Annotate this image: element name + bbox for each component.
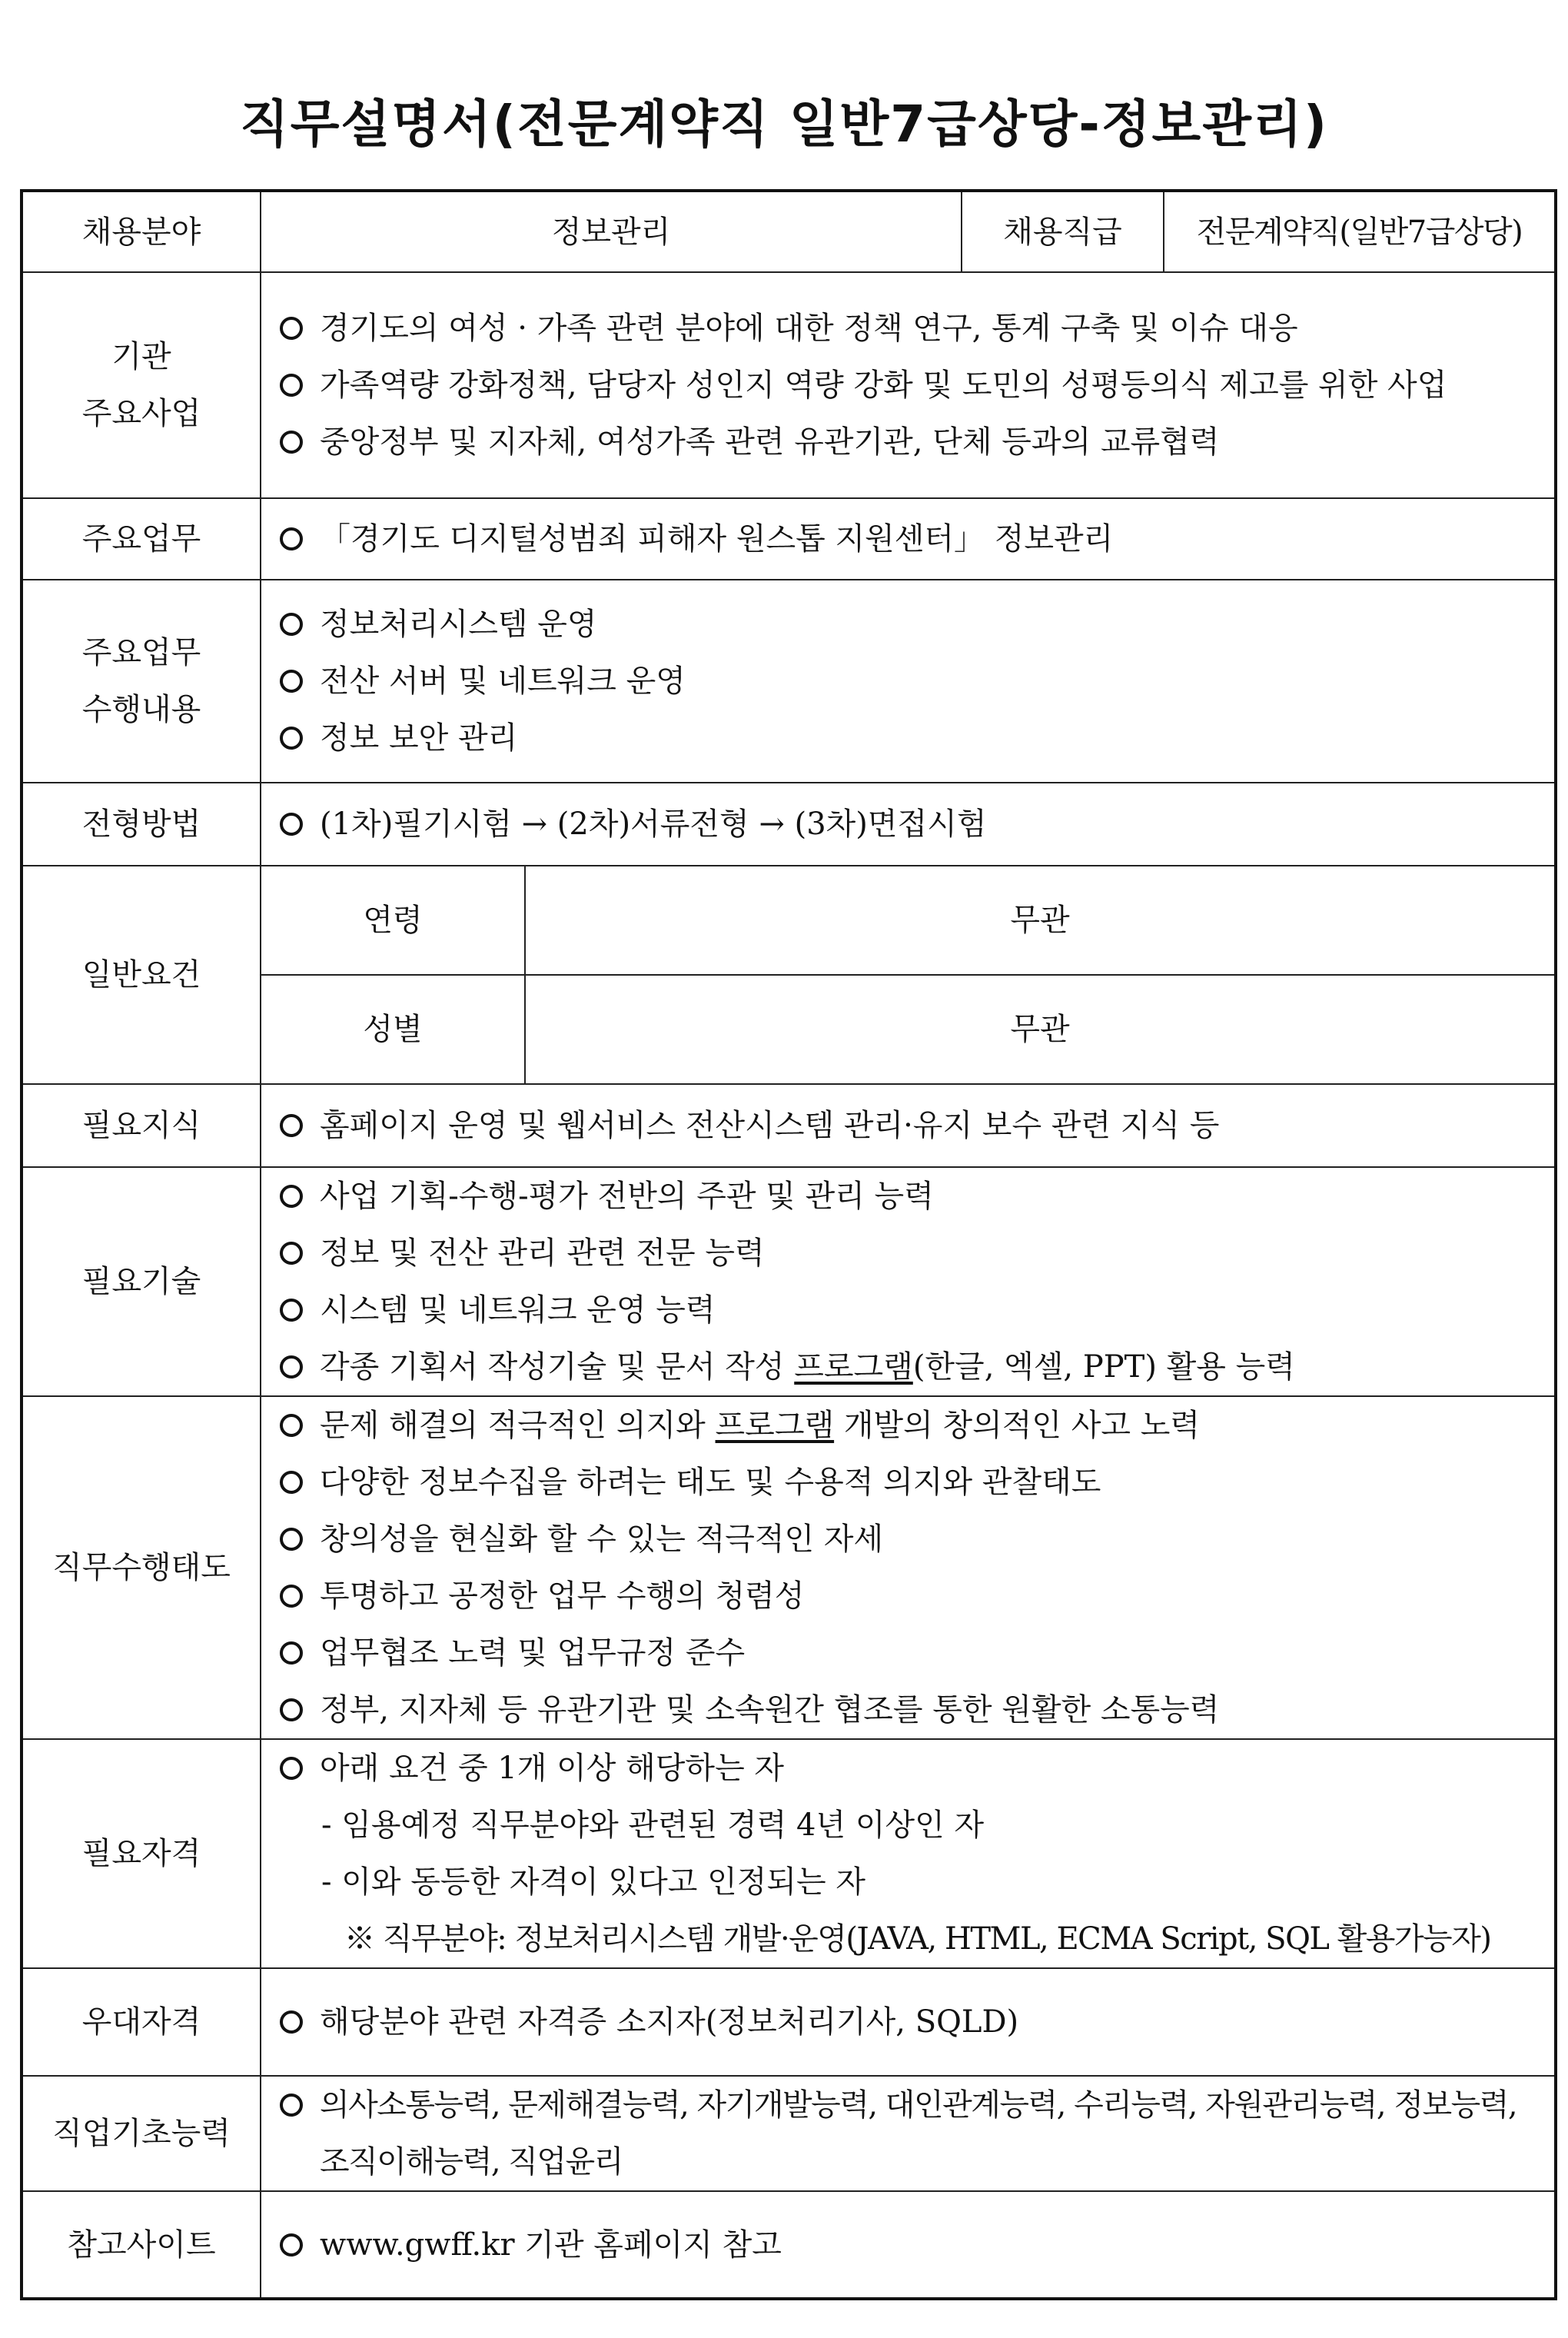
row-preferred (22, 1968, 1556, 2076)
list-item: 전산 서버 및 네트워크 운영 (277, 653, 1548, 710)
list-item: 다양한 정보수집을 하려는 태도 및 수용적 의지와 관찰태도 (277, 1454, 1548, 1511)
list-item: 정부, 지자체 등 유관기관 및 소속원간 협조를 통한 원활한 소통능력 (277, 1681, 1548, 1738)
label-basic-ability: 직업기초능력 (22, 2076, 261, 2191)
row-selection (22, 783, 1556, 866)
label-qualification: 필요자격 (22, 1739, 261, 1968)
label-main-duty: 주요업무 (22, 498, 261, 580)
list-item: 중앙정부 및 지자체, 여성가족 관련 유관기관, 단체 등과의 교류협력 (277, 414, 1548, 471)
value-gender: 무관 (525, 975, 1556, 1084)
row-recruitment (22, 191, 1556, 272)
content-main-duty (261, 498, 1556, 580)
label-gender: 성별 (261, 975, 525, 1084)
attitude-item1-prefix: 문제 해결의 적극적인 의지와 (320, 1408, 716, 1443)
list-item: 사업 기획-수행-평가 전반의 주관 및 관리 능력 (277, 1168, 1548, 1225)
label-duty-details (22, 580, 261, 783)
job-description-table (20, 189, 1557, 2300)
row-duty-details (22, 580, 1556, 783)
content-selection (261, 783, 1556, 866)
label-knowledge: 필요지식 (22, 1084, 261, 1167)
list-item: 정보처리시스템 운영 (277, 596, 1548, 653)
list-item: 투명하고 공정한 업무 수행의 청렴성 (277, 1568, 1548, 1625)
list-item (277, 1339, 1548, 1395)
content-qualification (261, 1739, 1556, 1968)
content-basic-ability (261, 2076, 1556, 2191)
list-item: 해당분야 관련 자격증 소지자(정보처리기사, SQLD) (277, 1994, 1548, 2050)
list-item: 아래 요건 중 1개 이상 해당하는 자 (277, 1740, 1548, 1797)
label-skills: 필요기술 (22, 1167, 261, 1396)
skills-item4-underlined: 프로그램 (794, 1349, 913, 1385)
attitude-item1-suffix: 개발의 창의적인 사고 노력 (834, 1408, 1201, 1443)
attitude-item1-underlined: 프로그램 (715, 1408, 835, 1443)
list-item: 업무협조 노력 및 업무규정 준수 (277, 1625, 1548, 1681)
content-knowledge (261, 1084, 1556, 1167)
row-basic-ability (22, 2076, 1556, 2191)
value-grade: 전문계약직(일반7급상당) (1164, 191, 1556, 272)
list-item: 정보 보안 관리 (277, 710, 1548, 767)
list-item: 의사소통능력, 문제해결능력, 자기개발능력, 대인관계능력, 수리능력, 자원관리능력, 정보능력, 조직이해능력, 직업윤리 (277, 2077, 1548, 2190)
label-age: 연령 (261, 866, 525, 975)
content-preferred (261, 1968, 1556, 2076)
content-skills (261, 1167, 1556, 1396)
label-attitude: 직무수행태도 (22, 1396, 261, 1739)
row-qualification (22, 1739, 1556, 1968)
list-sub-item: - 임용예정 직무분야와 관련된 경력 4년 이상인 자 (321, 1808, 985, 1843)
list-item: 창의성을 현실화 할 수 있는 적극적인 자세 (277, 1511, 1548, 1568)
label-main-business (22, 272, 261, 498)
list-item: 홈페이지 운영 및 웹서비스 전산시스템 관리·유지 보수 관련 지식 등 (277, 1097, 1548, 1154)
list-item: 시스템 및 네트워크 운영 능력 (277, 1282, 1548, 1339)
content-main-business (261, 272, 1556, 498)
row-reference (22, 2191, 1556, 2299)
value-field: 정보관리 (261, 191, 962, 272)
content-reference (261, 2191, 1556, 2299)
list-item: www.gwff.kr 기관 홈페이지 참고 (277, 2217, 1548, 2273)
label-preferred: 우대자격 (22, 1968, 261, 2076)
row-general-age (22, 866, 1556, 975)
label-main-business-line1: 기관 (111, 339, 171, 374)
skills-item4-suffix: (한글, 엑셀, PPT) 활용 능력 (912, 1349, 1295, 1385)
label-main-business-line2: 주요사업 (81, 396, 201, 431)
row-attitude (22, 1396, 1556, 1739)
content-attitude (261, 1396, 1556, 1739)
row-main-duty (22, 498, 1556, 580)
row-knowledge (22, 1084, 1556, 1167)
label-selection: 전형방법 (22, 783, 261, 866)
page-title: 직무설명서(전문계약직 일반7급상당-정보관리) (240, 95, 1328, 154)
label-general-req: 일반요건 (22, 866, 261, 1084)
row-skills (22, 1167, 1556, 1396)
skills-item4-prefix: 각종 기획서 작성기술 및 문서 작성 (320, 1349, 795, 1385)
label-field: 채용분야 (22, 191, 261, 272)
list-sub-item: - 이와 동등한 자격이 있다고 인정되는 자 (321, 1864, 866, 1900)
list-item: 정보 및 전산 관리 관련 전문 능력 (277, 1225, 1548, 1282)
list-item: 「경기도 디지털성범죄 피해자 원스톱 지원센터」 정보관리 (277, 511, 1548, 567)
label-reference: 참고사이트 (22, 2191, 261, 2299)
label-grade: 채용직급 (962, 191, 1164, 272)
qualification-note: ※ 직무분야: 정보처리시스템 개발·운영(JAVA, HTML, ECMA Script, SQL 활용가능자) (344, 1921, 1491, 1957)
value-age: 무관 (525, 866, 1556, 975)
label-duty-details-line2: 수행내용 (81, 692, 201, 727)
row-main-business (22, 272, 1556, 498)
list-item (277, 1397, 1548, 1454)
list-item: 가족역량 강화정책, 담당자 성인지 역량 강화 및 도민의 성평등의식 제고를 위한 사업 (277, 357, 1548, 414)
list-item: (1차)필기시험 → (2차)서류전형 → (3차)면접시험 (277, 796, 1548, 853)
content-duty-details (261, 580, 1556, 783)
label-duty-details-line1: 주요업무 (81, 635, 201, 670)
list-item: 경기도의 여성 · 가족 관련 분야에 대한 정책 연구, 통계 구축 및 이슈 대응 (277, 300, 1548, 357)
